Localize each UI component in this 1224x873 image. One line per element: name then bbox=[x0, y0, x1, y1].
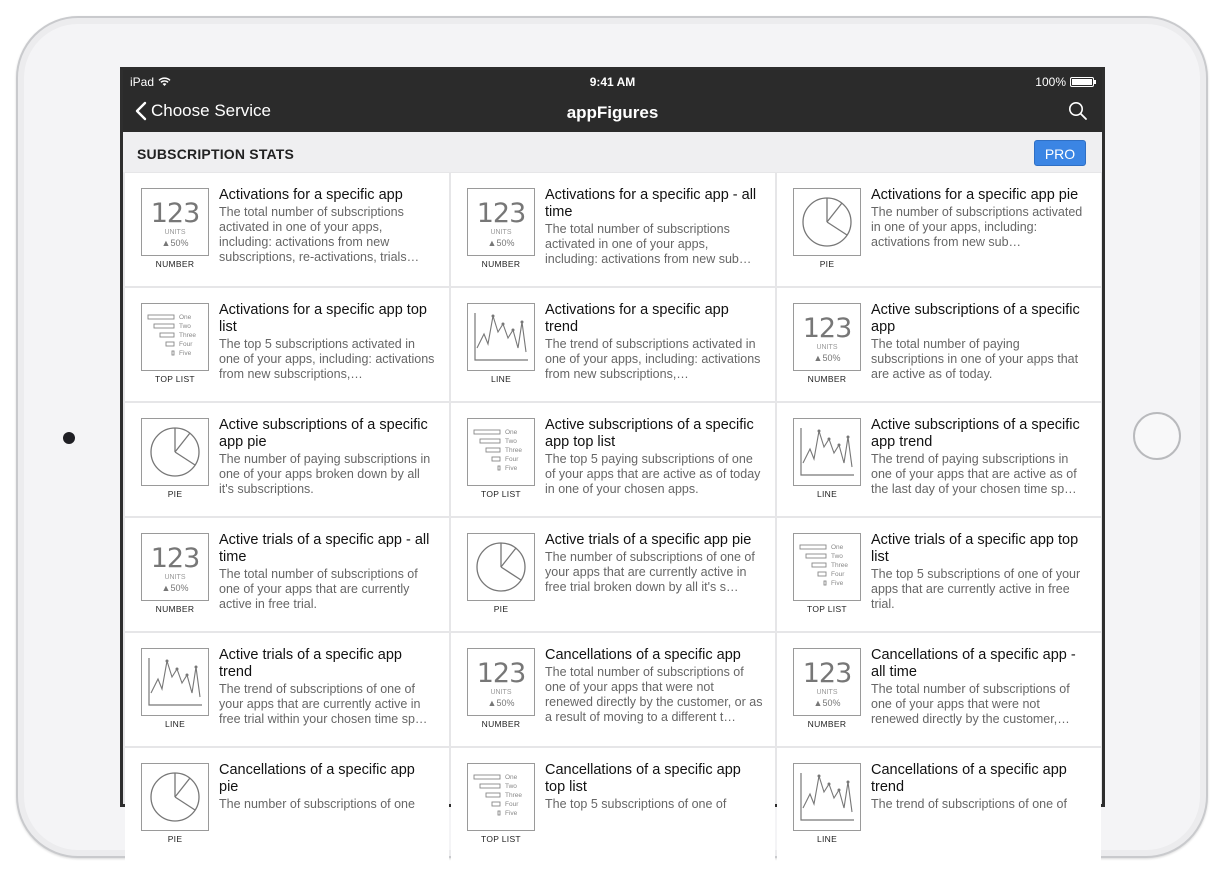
visualization-type-label: PIE bbox=[167, 834, 183, 844]
pie-chart-icon bbox=[142, 764, 208, 830]
line-chart-icon bbox=[468, 304, 534, 370]
card-title: Cancellations of a specific app - all time bbox=[871, 647, 1076, 680]
card-title: Active trials of a specific app trend bbox=[219, 647, 402, 680]
top-list-thumbnail bbox=[467, 418, 535, 486]
back-button-label: Choose Service bbox=[151, 101, 272, 120]
number-thumb-value: 123 bbox=[802, 658, 852, 689]
line-thumbnail bbox=[793, 418, 861, 486]
pie-thumbnail bbox=[467, 533, 535, 601]
service-card[interactable] bbox=[125, 518, 449, 631]
list-item-5: Five bbox=[505, 810, 518, 817]
visualization-type-label: TOP LIST bbox=[481, 834, 521, 844]
card-description: The total number of subscriptions of one of your apps that were not renewed directly by the customer,… bbox=[871, 682, 1070, 726]
line-chart-icon bbox=[794, 764, 860, 830]
number-thumbnail bbox=[141, 533, 209, 601]
navigation-bar bbox=[123, 92, 1102, 132]
visualization-type-label: TOP LIST bbox=[807, 604, 847, 614]
card-description: The number of subscriptions activated in one of your apps, including: activations from new sub… bbox=[871, 205, 1083, 249]
list-item-4: Four bbox=[179, 341, 193, 348]
card-title: Active trials of a specific app pie bbox=[545, 532, 752, 548]
section-title: SUBSCRIPTION STATS bbox=[137, 146, 295, 162]
card-title: Activations for a specific app pie bbox=[871, 187, 1079, 203]
card-title: Cancellations of a specific app top list bbox=[545, 762, 741, 795]
card-title: Activations for a specific app - all time bbox=[545, 187, 757, 220]
card-title: Cancellations of a specific app bbox=[545, 647, 741, 663]
list-item-1: One bbox=[505, 774, 518, 781]
service-card[interactable] bbox=[777, 518, 1101, 631]
card-title: Active subscriptions of a specific app pie bbox=[219, 417, 428, 450]
service-card[interactable] bbox=[777, 173, 1101, 286]
card-description: The trend of subscriptions of one of your apps that are currently active in free trial within your chosen time sp… bbox=[219, 682, 428, 726]
service-card[interactable] bbox=[451, 173, 775, 286]
service-card[interactable] bbox=[777, 403, 1101, 516]
search-button[interactable] bbox=[1068, 101, 1088, 126]
number-thumb-change: ▲50% bbox=[813, 353, 841, 363]
page-title: appFigures bbox=[566, 103, 659, 122]
number-thumb-units: UNITS bbox=[164, 574, 186, 581]
top-list-icon bbox=[794, 534, 860, 600]
number-thumbnail bbox=[793, 648, 861, 716]
section-header bbox=[123, 132, 1102, 172]
list-item-1: One bbox=[505, 429, 518, 436]
card-description: The top 5 subscriptions of one of bbox=[545, 797, 727, 811]
home-button[interactable] bbox=[1133, 412, 1181, 460]
visualization-type-label: LINE bbox=[490, 374, 512, 384]
number-thumb-change: ▲50% bbox=[487, 698, 515, 708]
number-thumb-change: ▲50% bbox=[161, 583, 189, 593]
service-card[interactable] bbox=[777, 288, 1101, 401]
number-thumb-units: UNITS bbox=[490, 689, 512, 696]
visualization-type-label: NUMBER bbox=[807, 719, 847, 729]
number-thumb-value: 123 bbox=[150, 543, 200, 574]
battery-icon bbox=[1070, 77, 1094, 87]
card-title: Active subscriptions of a specific app trend bbox=[871, 417, 1080, 450]
card-description: The top 5 subscriptions of one of your apps that are currently active in free trial. bbox=[871, 567, 1081, 611]
visualization-type-label: TOP LIST bbox=[481, 489, 521, 499]
service-card[interactable] bbox=[451, 288, 775, 401]
card-title: Active subscriptions of a specific app top list bbox=[545, 417, 754, 450]
top-list-icon bbox=[142, 304, 208, 370]
service-card[interactable] bbox=[451, 748, 775, 861]
status-time: 9:41 AM bbox=[589, 75, 636, 89]
service-card[interactable] bbox=[125, 633, 449, 746]
pie-thumbnail bbox=[141, 763, 209, 831]
card-title: Activations for a specific app bbox=[219, 187, 403, 203]
visualization-type-label: NUMBER bbox=[155, 259, 195, 269]
service-card[interactable] bbox=[777, 748, 1101, 861]
status-bar bbox=[123, 70, 1102, 92]
top-list-thumbnail bbox=[793, 533, 861, 601]
number-thumb-value: 123 bbox=[476, 198, 526, 229]
visualization-type-label: NUMBER bbox=[807, 374, 847, 384]
top-list-thumbnail bbox=[467, 763, 535, 831]
card-title: Active subscriptions of a specific app bbox=[871, 302, 1080, 335]
content-area[interactable] bbox=[123, 132, 1102, 844]
service-card[interactable] bbox=[125, 403, 449, 516]
list-item-4: Four bbox=[505, 456, 519, 463]
screen bbox=[120, 67, 1105, 844]
card-description: The total number of subscriptions of one of your apps that were not renewed directly by the customer, or as a result of moving to a different t… bbox=[545, 665, 763, 724]
list-item-5: Five bbox=[179, 350, 192, 357]
pro-button[interactable]: PRO bbox=[1034, 140, 1086, 166]
top-list-thumbnail bbox=[141, 303, 209, 371]
number-thumb-change: ▲50% bbox=[487, 238, 515, 248]
number-thumbnail bbox=[467, 648, 535, 716]
card-description: The trend of subscriptions activated in one of your apps, including: activations from new subscriptions,… bbox=[545, 337, 761, 381]
card-title: Cancellations of a specific app trend bbox=[871, 762, 1067, 795]
visualization-type-label: PIE bbox=[819, 259, 835, 269]
pie-chart-icon bbox=[794, 189, 860, 255]
list-item-4: Four bbox=[831, 571, 845, 578]
visualization-type-label: NUMBER bbox=[481, 259, 521, 269]
number-thumbnail bbox=[467, 188, 535, 256]
card-description: The number of subscriptions of one of your apps that are currently active in free trial broken down by all it's s… bbox=[545, 550, 755, 594]
line-chart-icon bbox=[794, 419, 860, 485]
list-item-2: Two bbox=[179, 323, 191, 330]
card-description: The total number of subscriptions of one of your apps that are currently active in free trial. bbox=[219, 567, 418, 611]
list-item-1: One bbox=[831, 544, 844, 551]
number-thumb-units: UNITS bbox=[490, 229, 512, 236]
list-item-5: Five bbox=[505, 465, 518, 472]
visualization-type-label: NUMBER bbox=[481, 719, 521, 729]
list-item-2: Two bbox=[505, 783, 517, 790]
card-description: The top 5 subscriptions activated in one of your apps, including: activations from new subscriptions,… bbox=[219, 337, 435, 381]
card-description: The total number of subscriptions activated in one of your apps, including: activations from new sub… bbox=[545, 222, 752, 266]
list-item-2: Two bbox=[505, 438, 517, 445]
number-thumb-value: 123 bbox=[476, 658, 526, 689]
list-item-3: Three bbox=[179, 332, 196, 339]
number-thumb-value: 123 bbox=[150, 198, 200, 229]
number-thumb-value: 123 bbox=[802, 313, 852, 344]
list-item-1: One bbox=[179, 314, 192, 321]
service-card[interactable] bbox=[451, 518, 775, 631]
card-description: The total number of paying subscriptions in one of your apps that are active as of today. bbox=[871, 337, 1079, 381]
card-title: Cancellations of a specific app pie bbox=[219, 762, 415, 795]
card-title: Activations for a specific app top list bbox=[219, 302, 427, 335]
list-item-3: Three bbox=[505, 447, 522, 454]
battery-percent: 100% bbox=[1035, 75, 1066, 89]
visualization-type-label: PIE bbox=[167, 489, 183, 499]
list-item-3: Three bbox=[505, 792, 522, 799]
number-thumb-change: ▲50% bbox=[813, 698, 841, 708]
search-icon bbox=[1068, 101, 1088, 121]
line-thumbnail bbox=[141, 648, 209, 716]
list-item-5: Five bbox=[831, 580, 844, 587]
front-camera bbox=[63, 432, 75, 444]
top-list-icon bbox=[468, 764, 534, 830]
list-item-3: Three bbox=[831, 562, 848, 569]
card-description: The trend of subscriptions of one of bbox=[871, 797, 1067, 811]
number-thumbnail bbox=[793, 303, 861, 371]
pie-chart-icon bbox=[468, 534, 534, 600]
card-description: The number of paying subscriptions in one of your apps broken down by all it's subscriptions. bbox=[219, 452, 431, 496]
list-item-4: Four bbox=[505, 801, 519, 808]
visualization-type-label: LINE bbox=[816, 489, 838, 499]
service-grid bbox=[123, 172, 1102, 862]
card-description: The trend of paying subscriptions in one of your apps that are active as of the last day of your chosen time sp… bbox=[871, 452, 1077, 496]
visualization-type-label: TOP LIST bbox=[155, 374, 195, 384]
number-thumb-units: UNITS bbox=[816, 689, 838, 696]
pie-chart-icon bbox=[142, 419, 208, 485]
pie-thumbnail bbox=[141, 418, 209, 486]
card-title: Activations for a specific app trend bbox=[545, 302, 729, 335]
device-name: iPad bbox=[130, 75, 155, 89]
number-thumb-units: UNITS bbox=[164, 229, 186, 236]
card-description: The number of subscriptions of one bbox=[219, 797, 415, 811]
card-description: The total number of subscriptions activated in one of your apps, including: activations from new subscriptions, re-activations, trials… bbox=[219, 205, 420, 264]
number-thumb-change: ▲50% bbox=[161, 238, 189, 248]
service-card[interactable] bbox=[125, 748, 449, 861]
number-thumbnail bbox=[141, 188, 209, 256]
line-thumbnail bbox=[793, 763, 861, 831]
top-list-icon bbox=[468, 419, 534, 485]
card-description: The top 5 paying subscriptions of one of your apps that are active as of today in one of your chosen apps. bbox=[545, 452, 761, 496]
card-title: Active trials of a specific app - all time bbox=[219, 532, 430, 565]
service-card[interactable] bbox=[451, 633, 775, 746]
line-thumbnail bbox=[467, 303, 535, 371]
service-card[interactable] bbox=[125, 288, 449, 401]
service-card[interactable] bbox=[777, 633, 1101, 746]
number-thumb-units: UNITS bbox=[816, 344, 838, 351]
visualization-type-label: LINE bbox=[164, 719, 186, 729]
visualization-type-label: LINE bbox=[816, 834, 838, 844]
visualization-type-label: NUMBER bbox=[155, 604, 195, 614]
card-title: Active trials of a specific app top list bbox=[871, 532, 1079, 565]
list-item-2: Two bbox=[831, 553, 843, 560]
pie-thumbnail bbox=[793, 188, 861, 256]
service-card[interactable] bbox=[451, 403, 775, 516]
service-card[interactable] bbox=[125, 173, 449, 286]
line-chart-icon bbox=[142, 649, 208, 715]
visualization-type-label: PIE bbox=[493, 604, 509, 614]
